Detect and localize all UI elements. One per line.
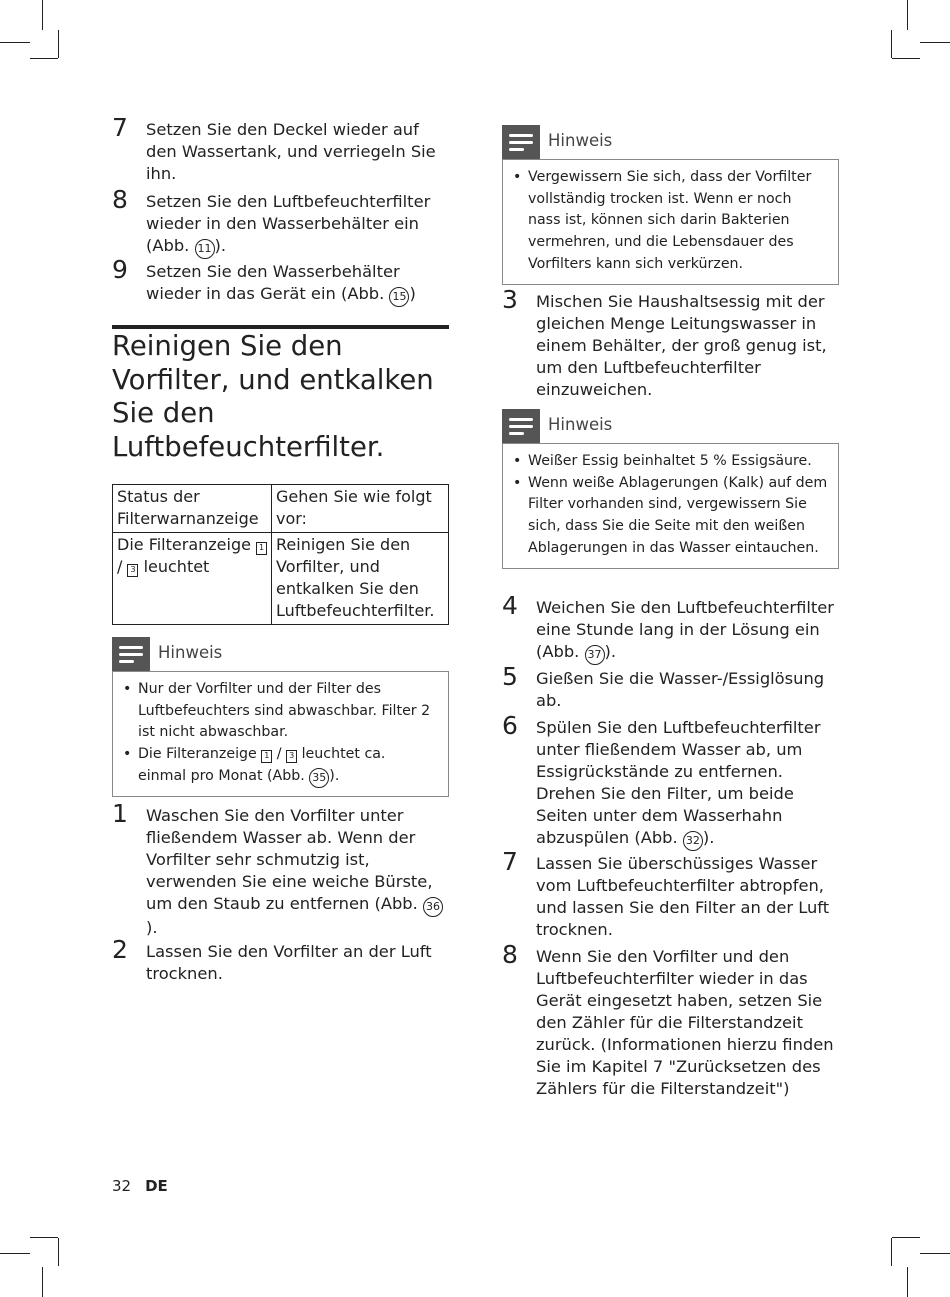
crop-mark [891,30,892,58]
list-item: • Wenn weiße Ablagerungen (Kalk) auf dem Filter vorhanden sind, vergewissern Sie sich, dass Sie die Seite mit den weißen Ablagerungen in das Wasser eintauchen. [513,473,828,560]
step-3: 3 Mischen Sie Haushaltsessig mit der gleichen Menge Leitungswasser in einem Behälter, der groß genug ist, um den Luftbefeuchterfilter einzuweichen. [502,285,827,399]
page-footer [112,1177,168,1195]
section-heading: Reinigen Sie den Vorfilter, und entkalken Sie den Luftbefeuchterfilter. [112,330,434,463]
figure-ref-icon: 37 [585,645,605,665]
crop-mark [920,1253,950,1254]
crop-mark [58,30,59,58]
figure-ref-icon: 35 [309,768,329,788]
step-8-top: 8 Setzen Sie den Luftbefeuchterfilter wieder in den Wasserbehälter ein (Abb. 11 ). [112,191,449,259]
step-4: 4 Weichen Sie den Luftbefeuchterfilter eine Stunde lang in der Lösung ein (Abb. 37 ). [502,597,839,665]
figure-ref-icon: 11 [195,239,215,259]
crop-mark [42,1267,43,1297]
step-6: 6 Spülen Sie den Luftbefeuchterfilter unter fließendem Wasser ab, um Essigrückstände zu entfernen. Drehen Sie den Filter, um beide Seiten unter dem Wasserhahn abzuspülen (Abb. 32 ). [502,717,839,851]
crop-mark [892,1237,920,1238]
note-icon [502,125,540,159]
crop-mark [0,42,30,43]
table-header-row: Status der Filterwarnanzeige Gehen Sie wie folgt vor: [113,485,449,533]
note-box: Hinweis • Nur der Vorfilter und der Filter des Luftbefeuchters sind abwaschbar. Filter 2 ist nicht abwaschbar. • Die Filteranzeige 1 / 3 leuchtet ca. einmal pro Monat (Abb. 35 ). [112,637,449,797]
status-table [112,484,449,625]
table-row: Die Filteranzeige 1 / 3 leuchtet Reinigen Sie den Vorfilter, und entkalken Sie den Luftbefeuchterfilter. [113,533,449,625]
list-item: • Die Filteranzeige 1 / 3 leuchtet ca. einmal pro Monat (Abb. 35 ). [123,744,438,788]
figure-ref-icon: 36 [423,897,443,917]
filter-indicator-icon: 1 [261,750,272,763]
step-8: 8 Wenn Sie den Vorfilter und den Luftbefeuchterfilter wieder in das Gerät eingesetzt haben, setzen Sie den Zähler für die Filterstandzeit zurück. (Informationen hierzu finden Sie im Kapitel 7 "Zurücksetzen des Zählers für die Filterstandzeit") [502,940,834,1098]
step-9-top: 9 Setzen Sie den Wasserbehälter wieder in das Gerät ein (Abb. 15 ) [112,261,449,307]
step-5: 5 Gießen Sie die Wasser-/Essiglösung ab. [502,662,825,710]
list-item: • Nur der Vorfilter und der Filter des Luftbefeuchters sind abwaschbar. Filter 2 ist nicht abwaschbar. [123,679,438,744]
figure-ref-icon: 32 [683,831,703,851]
note-icon [502,409,540,443]
step-7: 7 Lassen Sie überschüssiges Wasser vom Luftbefeuchterfilter abtropfen, und lassen Sie den Filter an der Luft trocknen. [502,847,830,939]
filter-indicator-icon: 1 [256,542,267,555]
step-1: 1 Waschen Sie den Vorfilter unter fließendem Wasser ab. Wenn der Vorfilter sehr schmutzig ist, verwenden Sie eine weiche Bürste, um den Staub zu entfernen (Abb. 36). [112,805,449,939]
page-number: 32 [112,1177,132,1195]
crop-mark [907,0,908,30]
note-icon [112,637,150,671]
crop-mark [42,0,43,30]
crop-mark [920,42,950,43]
crop-mark [891,1238,892,1266]
crop-mark [58,1238,59,1266]
list-item: • Weißer Essig beinhaltet 5 % Essigsäure. [513,451,828,473]
language-code: DE [145,1177,168,1195]
note-box: Hinweis • Weißer Essig beinhaltet 5 % Essigsäure. • Wenn weiße Ablagerungen (Kalk) auf dem Filter vorhanden sind, vergewissern Sie sich, dass Sie die Seite mit den weißen Ablagerungen in das Wasser eintauchen. [502,409,839,569]
note-box: Hinweis • Vergewissern Sie sich, dass der Vorfilter vollständig trocken ist. Wenn er noch nass ist, können sich darin Bakterien vermehren, und die Lebensdauer des Vorfilters kann sich verkürzen. [502,125,839,285]
crop-mark [30,1237,58,1238]
crop-mark [0,1253,30,1254]
step-2: 2 Lassen Sie den Vorfilter an der Luft trocknen. [112,935,432,983]
filter-indicator-icon: 3 [286,750,297,763]
step-7-top: 7 Setzen Sie den Deckel wieder auf den Wassertank, und verriegeln Sie ihn. [112,113,436,183]
figure-ref-icon: 15 [389,287,409,307]
crop-mark [30,58,58,59]
list-item: • Vergewissern Sie sich, dass der Vorfilter vollständig trocken ist. Wenn er noch nass ist, können sich darin Bakterien vermehren, und die Lebensdauer des Vorfilters kann sich verkürzen. [513,167,828,276]
section-rule [112,325,449,329]
crop-mark [907,1267,908,1297]
filter-indicator-icon: 3 [127,564,138,577]
crop-mark [892,58,920,59]
